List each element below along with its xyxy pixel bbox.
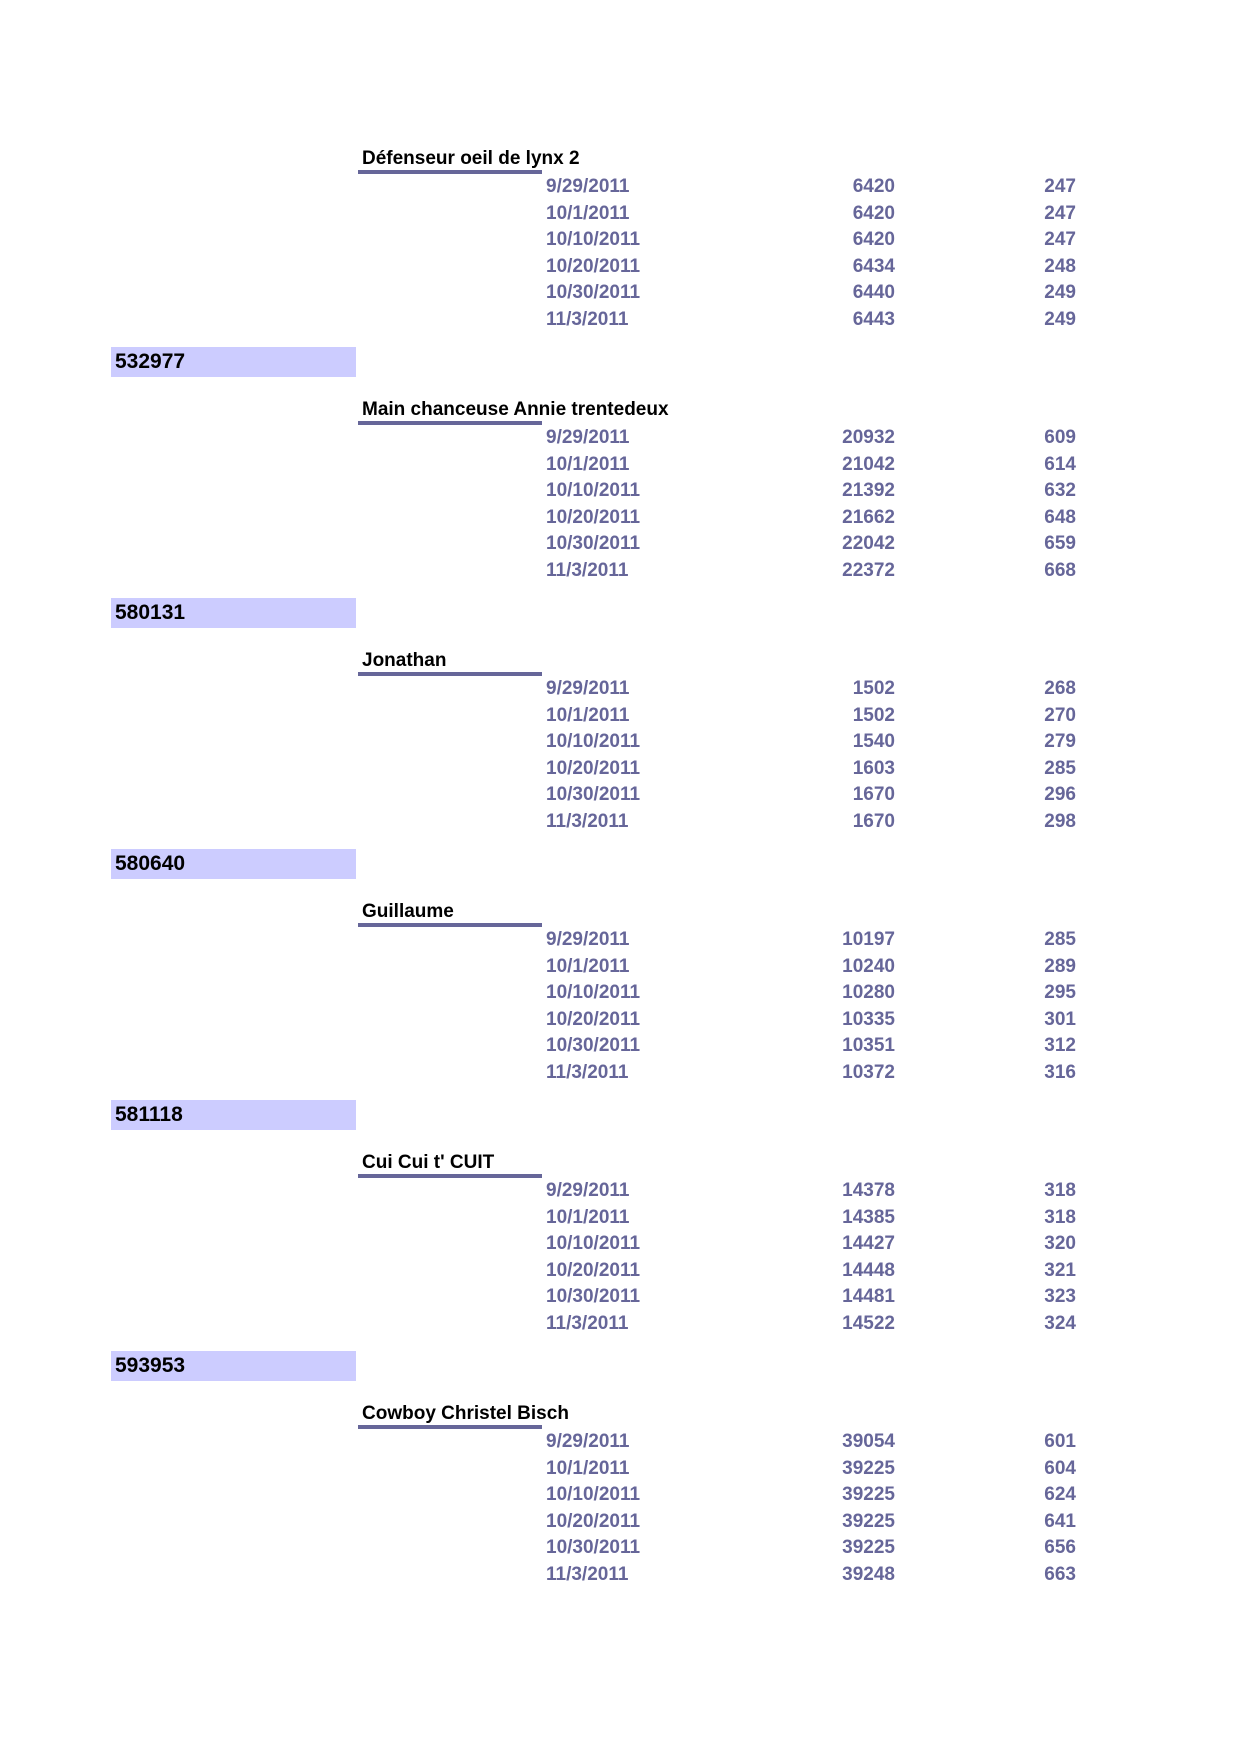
row-value-2: 323 bbox=[1044, 1286, 1076, 1307]
table-row bbox=[0, 531, 1241, 558]
table-row bbox=[0, 254, 1241, 281]
table-row bbox=[0, 227, 1241, 254]
row-value-1: 6440 bbox=[852, 282, 895, 303]
table-row bbox=[0, 1060, 1241, 1087]
row-date: 10/30/2011 bbox=[546, 1537, 641, 1558]
row-date: 10/1/2011 bbox=[546, 1206, 630, 1228]
row-value-1: 22372 bbox=[842, 559, 895, 581]
row-value-1: 1603 bbox=[852, 757, 895, 779]
row-value-2: 249 bbox=[1044, 308, 1076, 330]
row-date: 10/1/2011 bbox=[546, 955, 630, 977]
row-value-1: 10280 bbox=[842, 982, 895, 1003]
row-date: 10/20/2011 bbox=[546, 255, 641, 277]
table-row bbox=[0, 1482, 1241, 1509]
row-value-2: 663 bbox=[1044, 1563, 1076, 1585]
player-name: Jonathan bbox=[362, 650, 447, 671]
row-value-1: 39225 bbox=[842, 1510, 895, 1532]
row-date: 10/20/2011 bbox=[546, 1259, 641, 1281]
row-value-1: 10240 bbox=[842, 955, 895, 977]
player-id: 532977 bbox=[111, 347, 356, 377]
table-row bbox=[0, 1311, 1241, 1338]
row-date: 9/29/2011 bbox=[546, 427, 630, 448]
id-row bbox=[0, 849, 1241, 901]
name-row bbox=[0, 901, 1241, 927]
row-date: 11/3/2011 bbox=[546, 308, 629, 330]
row-date: 9/29/2011 bbox=[546, 678, 630, 699]
block-spacer bbox=[0, 584, 1241, 598]
data-rows bbox=[0, 174, 1241, 333]
row-date: 11/3/2011 bbox=[546, 1312, 629, 1334]
row-date: 9/29/2011 bbox=[546, 176, 630, 197]
player-block bbox=[0, 1100, 1241, 1351]
row-value-1: 21662 bbox=[842, 506, 895, 528]
row-value-2: 668 bbox=[1044, 559, 1076, 581]
row-date: 10/20/2011 bbox=[546, 1510, 641, 1532]
row-value-2: 298 bbox=[1044, 810, 1076, 832]
block-spacer bbox=[0, 333, 1241, 347]
row-date: 10/10/2011 bbox=[546, 480, 641, 501]
row-value-2: 247 bbox=[1044, 229, 1076, 250]
row-date: 10/30/2011 bbox=[546, 1286, 641, 1307]
row-value-2: 641 bbox=[1044, 1510, 1076, 1532]
row-value-1: 14378 bbox=[842, 1180, 895, 1201]
row-value-2: 249 bbox=[1044, 282, 1076, 303]
table-row bbox=[0, 1258, 1241, 1285]
table-row bbox=[0, 1535, 1241, 1562]
row-value-2: 268 bbox=[1044, 678, 1076, 699]
id-row bbox=[0, 1100, 1241, 1152]
row-value-1: 21042 bbox=[842, 453, 895, 475]
row-date: 10/30/2011 bbox=[546, 282, 641, 303]
row-date: 9/29/2011 bbox=[546, 929, 630, 950]
row-value-1: 14448 bbox=[842, 1259, 895, 1281]
row-date: 10/1/2011 bbox=[546, 453, 630, 475]
player-id: 580131 bbox=[111, 598, 356, 628]
player-id: 581118 bbox=[111, 1100, 356, 1130]
row-value-1: 10372 bbox=[842, 1061, 895, 1083]
row-date: 10/10/2011 bbox=[546, 982, 641, 1003]
row-value-2: 614 bbox=[1044, 453, 1076, 475]
table-row bbox=[0, 1429, 1241, 1456]
row-value-2: 316 bbox=[1044, 1061, 1076, 1083]
row-value-1: 14385 bbox=[842, 1206, 895, 1228]
row-date: 11/3/2011 bbox=[546, 810, 629, 832]
row-date: 10/10/2011 bbox=[546, 731, 641, 752]
row-date: 10/20/2011 bbox=[546, 757, 641, 779]
row-value-2: 648 bbox=[1044, 506, 1076, 528]
player-block bbox=[0, 148, 1241, 347]
row-date: 10/20/2011 bbox=[546, 1008, 641, 1030]
row-value-1: 1502 bbox=[852, 678, 895, 699]
table-row bbox=[0, 505, 1241, 532]
row-value-2: 320 bbox=[1044, 1233, 1076, 1254]
row-value-1: 39225 bbox=[842, 1537, 895, 1558]
row-value-1: 21392 bbox=[842, 480, 895, 501]
row-value-2: 285 bbox=[1044, 757, 1076, 779]
row-date: 11/3/2011 bbox=[546, 1563, 629, 1585]
player-name: Guillaume bbox=[362, 901, 454, 922]
player-block bbox=[0, 347, 1241, 598]
row-value-1: 1540 bbox=[852, 731, 895, 752]
table-row bbox=[0, 954, 1241, 981]
row-value-2: 604 bbox=[1044, 1457, 1076, 1479]
player-block bbox=[0, 598, 1241, 849]
data-rows bbox=[0, 927, 1241, 1086]
row-value-2: 270 bbox=[1044, 704, 1076, 726]
id-row bbox=[0, 598, 1241, 650]
table-row bbox=[0, 729, 1241, 756]
table-row bbox=[0, 174, 1241, 201]
table-row bbox=[0, 201, 1241, 228]
table-row bbox=[0, 307, 1241, 334]
table-row bbox=[0, 676, 1241, 703]
row-value-1: 1670 bbox=[852, 810, 895, 832]
player-id: 593953 bbox=[111, 1351, 356, 1381]
data-rows bbox=[0, 425, 1241, 584]
table-row bbox=[0, 425, 1241, 452]
row-value-2: 624 bbox=[1044, 1484, 1076, 1505]
table-row bbox=[0, 782, 1241, 809]
row-date: 10/10/2011 bbox=[546, 229, 641, 250]
player-name: Cowboy Christel Bisch bbox=[362, 1403, 569, 1424]
report-page bbox=[0, 148, 1241, 1588]
table-row bbox=[0, 1231, 1241, 1258]
row-value-1: 22042 bbox=[842, 533, 895, 554]
table-row bbox=[0, 1509, 1241, 1536]
row-date: 10/30/2011 bbox=[546, 533, 641, 554]
table-row bbox=[0, 809, 1241, 836]
player-id: 580640 bbox=[111, 849, 356, 879]
row-value-1: 6420 bbox=[852, 176, 895, 197]
data-rows bbox=[0, 1178, 1241, 1337]
row-value-2: 318 bbox=[1044, 1206, 1076, 1228]
row-value-1: 10351 bbox=[842, 1035, 895, 1056]
table-row bbox=[0, 280, 1241, 307]
row-value-2: 321 bbox=[1044, 1259, 1076, 1281]
row-value-2: 318 bbox=[1044, 1180, 1076, 1201]
table-row bbox=[0, 1033, 1241, 1060]
table-row bbox=[0, 1007, 1241, 1034]
table-row bbox=[0, 1205, 1241, 1232]
player-name: Main chanceuse Annie trentedeux bbox=[362, 399, 669, 420]
row-date: 10/30/2011 bbox=[546, 1035, 641, 1056]
row-date: 11/3/2011 bbox=[546, 1061, 629, 1083]
table-row bbox=[0, 452, 1241, 479]
row-value-2: 301 bbox=[1044, 1008, 1076, 1030]
row-value-1: 14481 bbox=[842, 1286, 895, 1307]
row-date: 11/3/2011 bbox=[546, 559, 629, 581]
row-value-2: 632 bbox=[1044, 480, 1076, 501]
player-block bbox=[0, 849, 1241, 1100]
row-value-1: 39225 bbox=[842, 1457, 895, 1479]
row-value-1: 39054 bbox=[842, 1431, 895, 1452]
row-value-1: 10335 bbox=[842, 1008, 895, 1030]
row-value-1: 20932 bbox=[842, 427, 895, 448]
block-spacer bbox=[0, 1086, 1241, 1100]
row-value-2: 312 bbox=[1044, 1035, 1076, 1056]
row-value-2: 289 bbox=[1044, 955, 1076, 977]
table-row bbox=[0, 1562, 1241, 1589]
block-spacer bbox=[0, 835, 1241, 849]
row-date: 10/10/2011 bbox=[546, 1484, 641, 1505]
row-value-1: 14522 bbox=[842, 1312, 895, 1334]
table-row bbox=[0, 1284, 1241, 1311]
row-value-2: 279 bbox=[1044, 731, 1076, 752]
row-value-1: 1670 bbox=[852, 784, 895, 805]
row-date: 9/29/2011 bbox=[546, 1431, 630, 1452]
row-value-2: 248 bbox=[1044, 255, 1076, 277]
row-date: 10/1/2011 bbox=[546, 1457, 630, 1479]
row-date: 10/20/2011 bbox=[546, 506, 641, 528]
row-value-2: 324 bbox=[1044, 1312, 1076, 1334]
player-name: Cui Cui t' CUIT bbox=[362, 1152, 495, 1173]
row-value-1: 39248 bbox=[842, 1563, 895, 1585]
data-rows bbox=[0, 676, 1241, 835]
row-value-2: 247 bbox=[1044, 202, 1076, 224]
name-row bbox=[0, 1403, 1241, 1429]
table-row bbox=[0, 1456, 1241, 1483]
row-value-1: 6443 bbox=[852, 308, 895, 330]
row-value-1: 6434 bbox=[852, 255, 895, 277]
row-value-2: 601 bbox=[1044, 1431, 1076, 1452]
player-name: Défenseur oeil de lynx 2 bbox=[362, 148, 580, 169]
row-value-1: 1502 bbox=[852, 704, 895, 726]
row-value-2: 656 bbox=[1044, 1537, 1076, 1558]
row-value-2: 247 bbox=[1044, 176, 1076, 197]
table-row bbox=[0, 980, 1241, 1007]
row-value-1: 39225 bbox=[842, 1484, 895, 1505]
row-value-2: 285 bbox=[1044, 929, 1076, 950]
table-row bbox=[0, 478, 1241, 505]
row-date: 10/1/2011 bbox=[546, 704, 630, 726]
row-value-2: 659 bbox=[1044, 533, 1076, 554]
block-spacer bbox=[0, 1337, 1241, 1351]
table-row bbox=[0, 558, 1241, 585]
table-row bbox=[0, 703, 1241, 730]
player-block bbox=[0, 1351, 1241, 1588]
data-rows bbox=[0, 1429, 1241, 1588]
row-value-1: 6420 bbox=[852, 202, 895, 224]
row-value-2: 609 bbox=[1044, 427, 1076, 448]
name-row bbox=[0, 1152, 1241, 1178]
row-date: 10/10/2011 bbox=[546, 1233, 641, 1254]
table-row bbox=[0, 1178, 1241, 1205]
id-row bbox=[0, 1351, 1241, 1403]
table-row bbox=[0, 756, 1241, 783]
row-value-1: 14427 bbox=[842, 1233, 895, 1254]
name-row bbox=[0, 650, 1241, 676]
row-date: 10/1/2011 bbox=[546, 202, 630, 224]
row-value-2: 296 bbox=[1044, 784, 1076, 805]
table-row bbox=[0, 927, 1241, 954]
row-value-1: 10197 bbox=[842, 929, 895, 950]
row-value-1: 6420 bbox=[852, 229, 895, 250]
row-date: 9/29/2011 bbox=[546, 1180, 630, 1201]
row-date: 10/30/2011 bbox=[546, 784, 641, 805]
row-value-2: 295 bbox=[1044, 982, 1076, 1003]
name-row bbox=[0, 148, 1241, 174]
id-row bbox=[0, 347, 1241, 399]
name-row bbox=[0, 399, 1241, 425]
